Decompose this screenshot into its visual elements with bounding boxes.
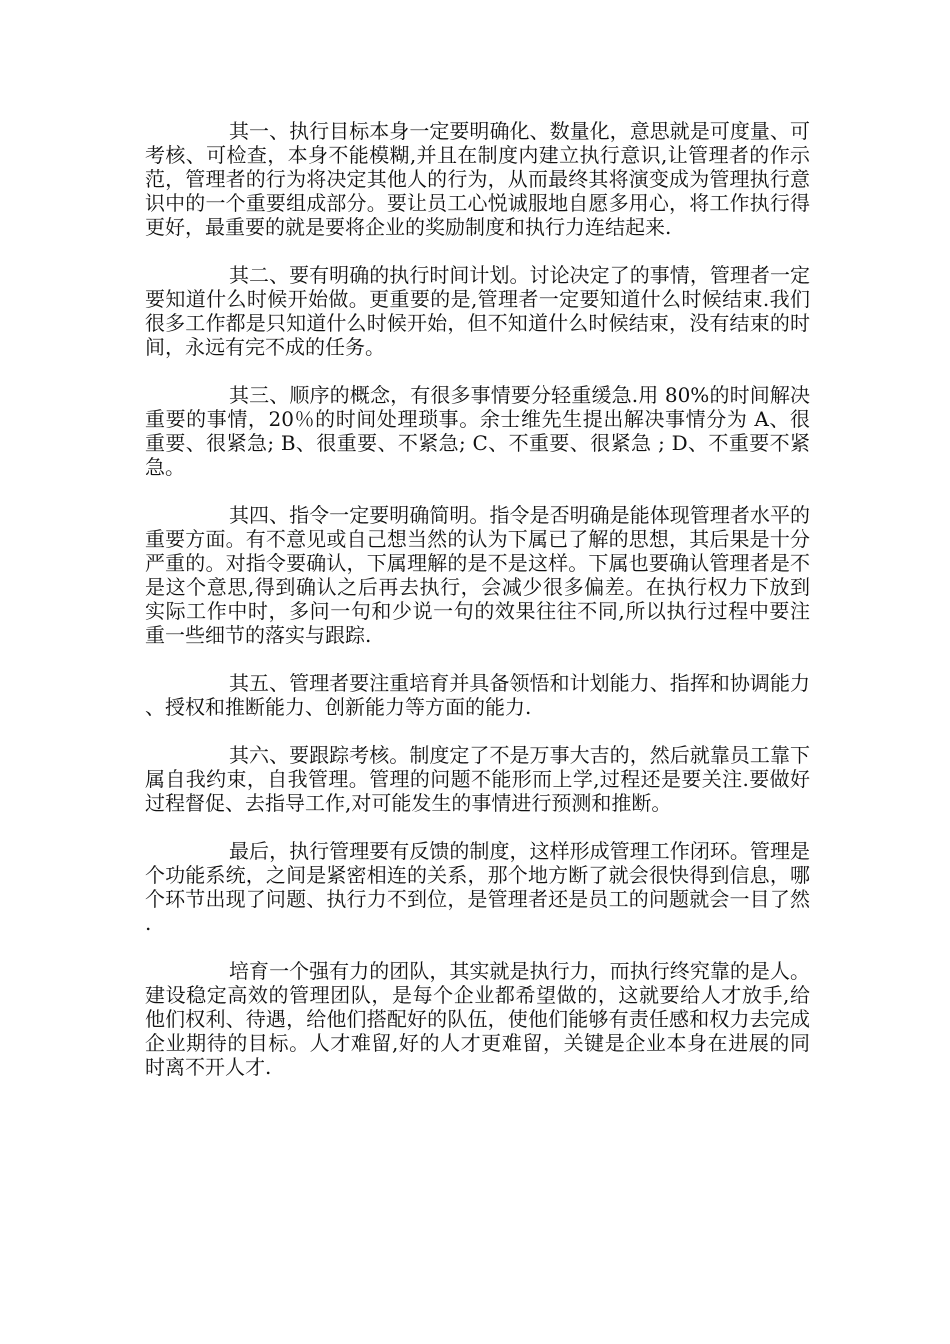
paragraph-3: 其三、顺序的概念，有很多事情要分轻重缓急.用 80%的时间解决重要的事情，20％的时间处理琐事。余士维先生提出解决事情分为 A、很重要、很紧急; B、很重要、不紧急; C、不重要、很紧急 ; D、不重要不紧急。 <box>145 383 810 479</box>
paragraph-2: 其二、要有明确的执行时间计划。讨论决定了的事情，管理者一定要知道什么时候开始做。更重要的是,管理者一定要知道什么时候结束.我们很多工作都是只知道什么时候开始，但不知道什么时候结束，没有结束的时间，永远有完不成的任务。 <box>145 263 810 359</box>
paragraph-4: 其四、指令一定要明确简明。指令是否明确是能体现管理者水平的重要方面。有不意见或自己想当然的认为下属已了解的思想，其后果是十分严重的。对指令要确认，下属理解的是不是这样。下属也要确认管理者是不是这个意思,得到确认之后再去执行，会减少很多偏差。在执行权力下放到实际工作中时，多问一句和少说一句的效果往往不同,所以执行过程中要注重一些细节的落实与跟踪. <box>145 503 810 647</box>
document-body <box>145 119 810 1079</box>
paragraph-5: 其五、管理者要注重培育并具备领悟和计划能力、指挥和协调能力、授权和推断能力、创新能力等方面的能力. <box>145 671 810 719</box>
paragraph-1: 其一、执行目标本身一定要明确化、数量化，意思就是可度量、可考核、可检查，本身不能模糊,并且在制度内建立执行意识,让管理者的作示范，管理者的行为将决定其他人的行为，从而最终其将演变成为管理执行意识中的一个重要组成部分。要让员工心悦诚服地自愿多用心，将工作执行得更好，最重要的就是要将企业的奖励制度和执行力连结起来. <box>145 119 810 239</box>
paragraph-7: 最后，执行管理要有反馈的制度，这样形成管理工作闭环。管理是个功能系统，之间是紧密相连的关系，那个地方断了就会很快得到信息，哪个环节出现了问题、执行力不到位，是管理者还是员工的问题就会一目了然. <box>145 839 810 935</box>
paragraph-6: 其六、要跟踪考核。制度定了不是万事大吉的，然后就靠员工靠下属自我约束，自我管理。管理的问题不能形而上学,过程还是要关注.要做好过程督促、去指导工作,对可能发生的事情进行预测和推断。 <box>145 743 810 815</box>
paragraph-8: 培育一个强有力的团队，其实就是执行力，而执行终究靠的是人。建设稳定高效的管理团队，是每个企业都希望做的，这就要给人才放手,给他们权利、待遇，给他们搭配好的队伍，使他们能够有责任感和权力去完成企业期待的目标。人才难留,好的人才更难留，关键是企业本身在进展的同时离不开人才. <box>145 959 810 1079</box>
